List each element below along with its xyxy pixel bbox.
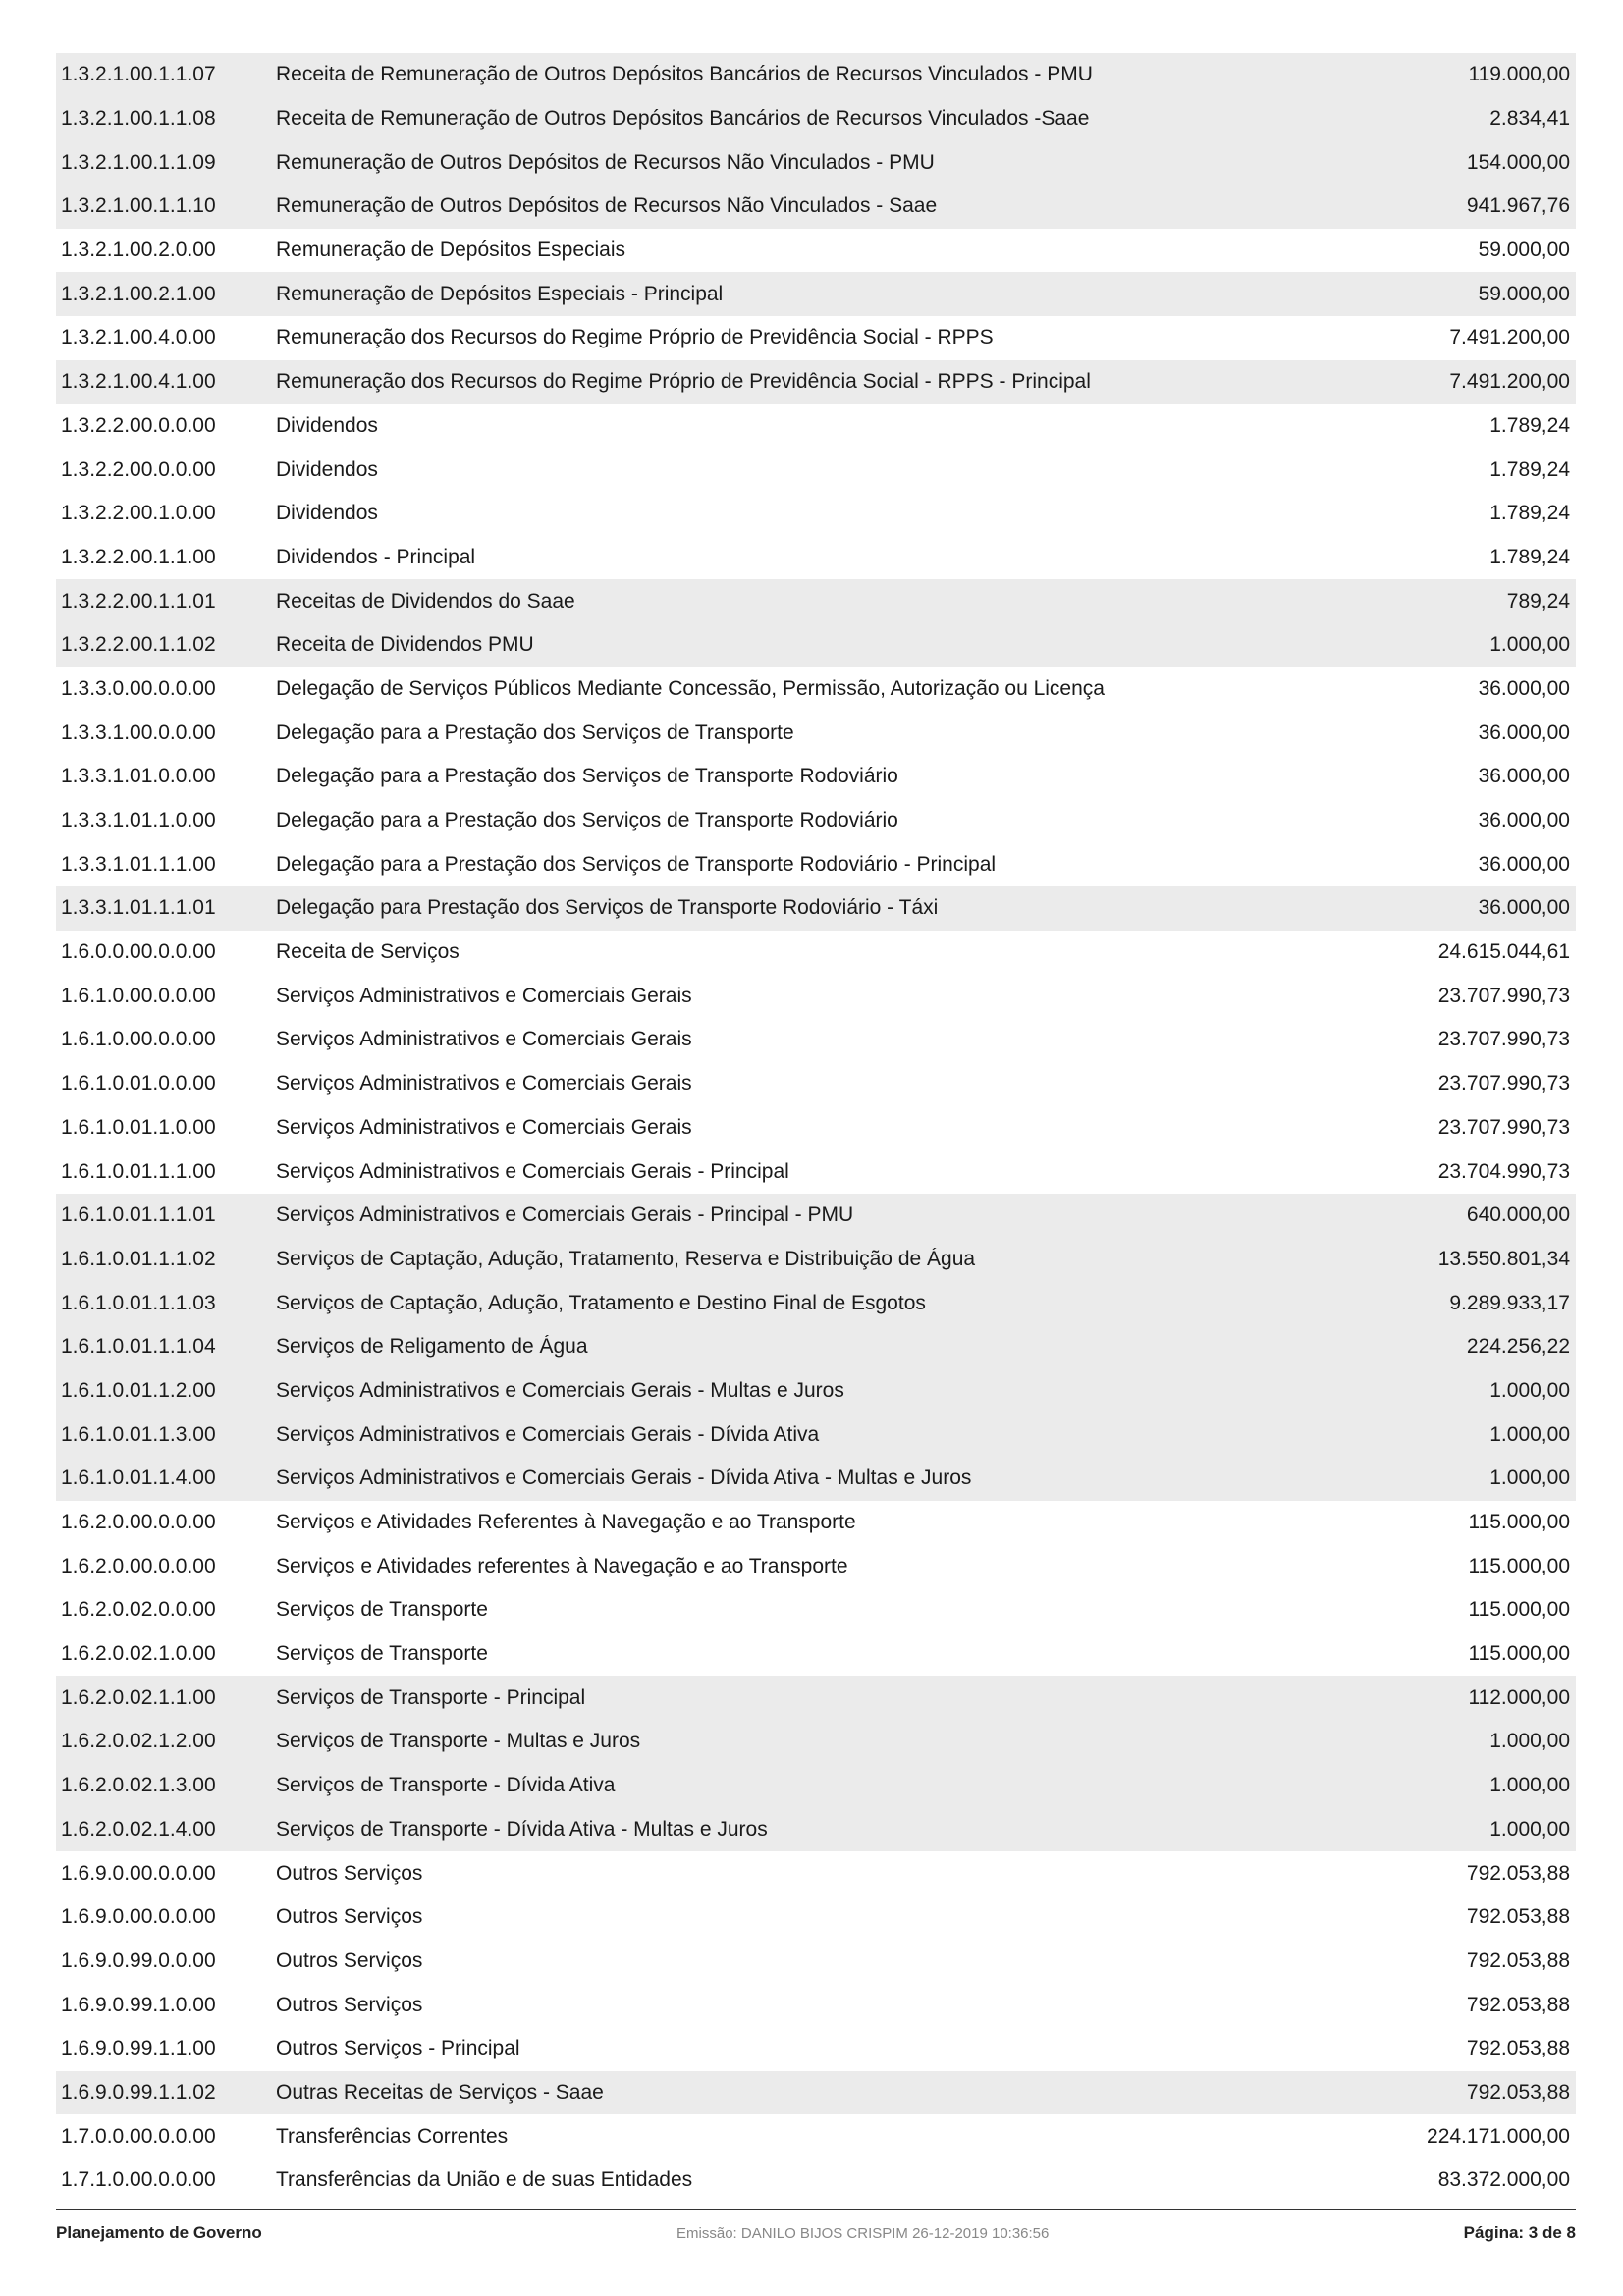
table-row <box>56 2114 1576 2159</box>
table-row <box>56 1940 1576 1984</box>
account-description: Delegação para a Prestação dos Serviços de Transporte Rodoviário - Principal <box>276 852 997 876</box>
account-description: Remuneração dos Recursos do Regime Próprio de Previdência Social - RPPS - Principal <box>276 370 1091 394</box>
account-code: 1.6.2.0.02.1.2.00 <box>61 1730 216 1753</box>
account-value: 1.000,00 <box>1489 1730 1570 1753</box>
account-value: 224.171.000,00 <box>1427 2124 1570 2148</box>
account-description: Serviços Administrativos e Comerciais Gerais - Principal - PMU <box>276 1203 854 1227</box>
account-description: Outros Serviços <box>276 1949 423 1972</box>
account-description: Receita de Dividendos PMU <box>276 633 534 657</box>
table-row <box>56 1238 1576 1282</box>
account-description: Dividendos <box>276 457 378 481</box>
account-description: Remuneração dos Recursos do Regime Próprio de Previdência Social - RPPS <box>276 326 994 349</box>
account-value: 36.000,00 <box>1478 809 1570 832</box>
table-row <box>56 1369 1576 1414</box>
account-description: Delegação para a Prestação dos Serviços de Transporte Rodoviário <box>276 765 898 788</box>
table-row <box>56 1764 1576 1808</box>
account-value: 36.000,00 <box>1478 676 1570 700</box>
account-value: 23.707.990,73 <box>1437 1028 1570 1051</box>
table-row <box>56 140 1576 185</box>
table-row <box>56 185 1576 229</box>
account-code: 1.6.9.0.99.0.0.00 <box>61 1949 216 1972</box>
account-description: Serviços e Atividades referentes à Navegação e ao Transporte <box>276 1554 848 1577</box>
account-value: 36.000,00 <box>1478 852 1570 876</box>
table-row <box>56 1632 1576 1677</box>
table-row <box>56 1149 1576 1194</box>
account-code: 1.6.1.0.01.1.1.01 <box>61 1203 216 1227</box>
account-code: 1.3.2.1.00.1.1.07 <box>61 63 216 86</box>
table-row <box>56 2071 1576 2115</box>
table-row <box>56 1194 1576 1238</box>
account-value: 1.000,00 <box>1489 1774 1570 1797</box>
account-value: 59.000,00 <box>1478 282 1570 305</box>
table-row <box>56 492 1576 536</box>
account-code: 1.6.9.0.99.1.1.00 <box>61 2037 216 2060</box>
account-value: 115.000,00 <box>1468 1554 1570 1577</box>
account-code: 1.7.1.0.00.0.0.00 <box>61 2168 216 2192</box>
account-code: 1.6.1.0.01.0.0.00 <box>61 1072 216 1095</box>
account-code: 1.3.2.2.00.0.0.00 <box>61 413 216 437</box>
account-description: Serviços e Atividades Referentes à Navegação e ao Transporte <box>276 1511 856 1534</box>
account-value: 1.789,24 <box>1489 457 1570 481</box>
account-description: Serviços de Transporte - Principal <box>276 1685 586 1709</box>
account-value: 1.000,00 <box>1489 1422 1570 1446</box>
account-code: 1.3.3.0.00.0.0.00 <box>61 676 216 700</box>
account-value: 23.707.990,73 <box>1437 984 1570 1007</box>
account-code: 1.6.2.0.02.1.3.00 <box>61 1774 216 1797</box>
table-row <box>56 842 1576 886</box>
account-value: 1.789,24 <box>1489 502 1570 525</box>
table-row <box>56 1720 1576 1764</box>
account-value: 1.789,24 <box>1489 545 1570 568</box>
table-row <box>56 1808 1576 1852</box>
table-row <box>56 1062 1576 1106</box>
account-description: Remuneração de Outros Depósitos de Recursos Não Vinculados - PMU <box>276 150 935 174</box>
table-row <box>56 755 1576 799</box>
account-description: Outros Serviços - Principal <box>276 2037 520 2060</box>
account-value: 1.000,00 <box>1489 1378 1570 1402</box>
account-description: Serviços Administrativos e Comerciais Gerais - Dívida Ativa - Multas e Juros <box>276 1467 972 1490</box>
account-value: 941.967,76 <box>1466 194 1570 218</box>
account-value: 792.053,88 <box>1466 2037 1570 2060</box>
account-code: 1.6.1.0.00.0.0.00 <box>61 1028 216 1051</box>
account-description: Receita de Remuneração de Outros Depósitos Bancários de Recursos Vinculados - PMU <box>276 63 1093 86</box>
account-code: 1.6.1.0.01.1.1.00 <box>61 1159 216 1183</box>
account-value: 2.834,41 <box>1489 107 1570 131</box>
account-value: 9.289.933,17 <box>1449 1291 1570 1314</box>
account-value: 1.000,00 <box>1489 1817 1570 1841</box>
account-description: Serviços de Transporte - Dívida Ativa <box>276 1774 616 1797</box>
account-value: 59.000,00 <box>1478 239 1570 262</box>
account-code: 1.6.1.0.01.1.1.03 <box>61 1291 216 1314</box>
table-row <box>56 2159 1576 2203</box>
account-code: 1.3.3.1.01.0.0.00 <box>61 765 216 788</box>
footer-emission: Emissão: DANILO BIJOS CRISPIM 26-12-2019 10:36:56 <box>676 2224 1050 2242</box>
account-value: 13.550.801,34 <box>1437 1247 1570 1270</box>
account-value: 7.491.200,00 <box>1449 326 1570 349</box>
account-value: 1.000,00 <box>1489 1467 1570 1490</box>
table-row <box>56 1457 1576 1501</box>
account-description: Outros Serviços <box>276 1993 423 2016</box>
account-code: 1.6.0.0.00.0.0.00 <box>61 940 216 964</box>
account-value: 115.000,00 <box>1468 1642 1570 1666</box>
account-value: 36.000,00 <box>1478 721 1570 744</box>
table-row <box>56 2027 1576 2071</box>
account-code: 1.3.2.1.00.4.1.00 <box>61 370 216 394</box>
account-value: 36.000,00 <box>1478 896 1570 920</box>
table-row <box>56 1896 1576 1940</box>
account-code: 1.6.1.0.01.1.2.00 <box>61 1378 216 1402</box>
table-row <box>56 229 1576 273</box>
table-row <box>56 1325 1576 1369</box>
table-row <box>56 711 1576 755</box>
account-value: 23.707.990,73 <box>1437 1072 1570 1095</box>
account-description: Serviços Administrativos e Comerciais Gerais - Multas e Juros <box>276 1378 844 1402</box>
account-description: Serviços de Religamento de Água <box>276 1335 588 1359</box>
account-value: 24.615.044,61 <box>1437 940 1570 964</box>
account-value: 640.000,00 <box>1466 1203 1570 1227</box>
account-description: Remuneração de Outros Depósitos de Recursos Não Vinculados - Saae <box>276 194 938 218</box>
account-value: 789,24 <box>1506 589 1570 613</box>
account-code: 1.3.2.2.00.1.0.00 <box>61 502 216 525</box>
account-code: 1.3.2.2.00.1.1.00 <box>61 545 216 568</box>
account-value: 112.000,00 <box>1468 1685 1570 1709</box>
account-code: 1.6.2.0.02.1.0.00 <box>61 1642 216 1666</box>
account-description: Serviços de Transporte <box>276 1598 488 1622</box>
account-description: Serviços Administrativos e Comerciais Gerais - Dívida Ativa <box>276 1422 820 1446</box>
account-code: 1.6.9.0.00.0.0.00 <box>61 1905 216 1929</box>
account-value: 792.053,88 <box>1466 1861 1570 1885</box>
account-description: Remuneração de Depósitos Especiais - Principal <box>276 282 724 305</box>
account-value: 1.000,00 <box>1489 633 1570 657</box>
account-code: 1.6.2.0.00.0.0.00 <box>61 1554 216 1577</box>
account-code: 1.3.3.1.01.1.1.01 <box>61 896 216 920</box>
account-code: 1.3.2.2.00.1.1.01 <box>61 589 216 613</box>
account-description: Delegação de Serviços Públicos Mediante Concessão, Permissão, Autorização ou Licença <box>276 676 1105 700</box>
table-row <box>56 536 1576 580</box>
table-row <box>56 272 1576 316</box>
account-description: Receita de Serviços <box>276 940 460 964</box>
account-code: 1.3.2.1.00.1.1.10 <box>61 194 216 218</box>
account-description: Outras Receitas de Serviços - Saae <box>276 2080 604 2104</box>
account-code: 1.6.1.0.01.1.3.00 <box>61 1422 216 1446</box>
account-code: 1.6.9.0.99.1.0.00 <box>61 1993 216 2016</box>
footer-page-number: Página: 3 de 8 <box>1463 2223 1576 2242</box>
account-value: 792.053,88 <box>1466 1905 1570 1929</box>
account-description: Serviços Administrativos e Comerciais Gerais <box>276 1028 692 1051</box>
account-code: 1.3.2.2.00.1.1.02 <box>61 633 216 657</box>
table-row <box>56 1501 1576 1545</box>
account-code: 1.6.1.0.01.1.0.00 <box>61 1115 216 1139</box>
table-row <box>56 579 1576 623</box>
account-description: Transferências da União e de suas Entidades <box>276 2168 693 2192</box>
table-row <box>56 404 1576 449</box>
account-code: 1.6.1.0.01.1.1.02 <box>61 1247 216 1270</box>
account-code: 1.6.2.0.02.0.0.00 <box>61 1598 216 1622</box>
account-value: 224.256,22 <box>1466 1335 1570 1359</box>
table-row <box>56 799 1576 843</box>
table-row <box>56 448 1576 492</box>
account-code: 1.6.9.0.99.1.1.02 <box>61 2080 216 2104</box>
account-description: Dividendos - Principal <box>276 545 476 568</box>
account-value: 7.491.200,00 <box>1449 370 1570 394</box>
account-description: Outros Serviços <box>276 1861 423 1885</box>
account-code: 1.3.2.1.00.2.0.00 <box>61 239 216 262</box>
account-value: 792.053,88 <box>1466 1993 1570 2016</box>
table-row <box>56 974 1576 1018</box>
account-code: 1.6.9.0.00.0.0.00 <box>61 1861 216 1885</box>
table-row <box>56 1588 1576 1632</box>
account-description: Serviços de Transporte <box>276 1642 488 1666</box>
table-row <box>56 360 1576 404</box>
account-code: 1.3.3.1.01.1.1.00 <box>61 852 216 876</box>
account-code: 1.6.2.0.02.1.1.00 <box>61 1685 216 1709</box>
account-code: 1.6.2.0.00.0.0.00 <box>61 1511 216 1534</box>
account-description: Transferências Correntes <box>276 2124 509 2148</box>
account-code: 1.7.0.0.00.0.0.00 <box>61 2124 216 2148</box>
account-value: 23.704.990,73 <box>1437 1159 1570 1183</box>
account-value: 154.000,00 <box>1466 150 1570 174</box>
account-description: Delegação para a Prestação dos Serviços de Transporte <box>276 721 794 744</box>
account-code: 1.6.1.0.00.0.0.00 <box>61 984 216 1007</box>
account-value: 23.707.990,73 <box>1437 1115 1570 1139</box>
account-code: 1.3.2.1.00.4.0.00 <box>61 326 216 349</box>
account-value: 115.000,00 <box>1468 1511 1570 1534</box>
account-code: 1.3.3.1.01.1.0.00 <box>61 809 216 832</box>
account-value: 792.053,88 <box>1466 1949 1570 1972</box>
table-row <box>56 1983 1576 2027</box>
account-value: 83.372.000,00 <box>1437 2168 1570 2192</box>
account-code: 1.3.2.1.00.1.1.08 <box>61 107 216 131</box>
account-code: 1.3.3.1.00.0.0.00 <box>61 721 216 744</box>
account-description: Receita de Remuneração de Outros Depósitos Bancários de Recursos Vinculados -Saae <box>276 107 1090 131</box>
account-description: Serviços de Captação, Adução, Tratamento, Reserva e Distribuição de Água <box>276 1247 976 1270</box>
account-code: 1.3.2.1.00.1.1.09 <box>61 150 216 174</box>
account-description: Delegação para Prestação dos Serviços de Transporte Rodoviário - Táxi <box>276 896 939 920</box>
account-code: 1.3.2.2.00.0.0.00 <box>61 457 216 481</box>
footer-department: Planejamento de Governo <box>56 2223 262 2242</box>
account-value: 792.053,88 <box>1466 2080 1570 2104</box>
account-description: Serviços de Transporte - Multas e Juros <box>276 1730 641 1753</box>
account-value: 119.000,00 <box>1468 63 1570 86</box>
account-code: 1.6.2.0.02.1.4.00 <box>61 1817 216 1841</box>
account-description: Serviços Administrativos e Comerciais Gerais <box>276 1072 692 1095</box>
account-description: Dividendos <box>276 413 378 437</box>
table-row <box>56 623 1576 667</box>
account-description: Serviços de Captação, Adução, Tratamento e Destino Final de Esgotos <box>276 1291 926 1314</box>
account-code: 1.3.2.1.00.2.1.00 <box>61 282 216 305</box>
table-row <box>56 1676 1576 1720</box>
table-row <box>56 1851 1576 1896</box>
account-code: 1.6.1.0.01.1.4.00 <box>61 1467 216 1490</box>
account-description: Receitas de Dividendos do Saae <box>276 589 575 613</box>
account-description: Serviços de Transporte - Dívida Ativa - Multas e Juros <box>276 1817 768 1841</box>
account-description: Dividendos <box>276 502 378 525</box>
account-description: Outros Serviços <box>276 1905 423 1929</box>
table-row <box>56 931 1576 975</box>
table-row <box>56 886 1576 931</box>
account-description: Remuneração de Depósitos Especiais <box>276 239 626 262</box>
table-row <box>56 1018 1576 1062</box>
account-value: 115.000,00 <box>1468 1598 1570 1622</box>
account-description: Serviços Administrativos e Comerciais Gerais <box>276 1115 692 1139</box>
account-description: Serviços Administrativos e Comerciais Gerais - Principal <box>276 1159 789 1183</box>
table-row <box>56 1281 1576 1325</box>
account-description: Delegação para a Prestação dos Serviços de Transporte Rodoviário <box>276 809 898 832</box>
account-code: 1.6.1.0.01.1.1.04 <box>61 1335 216 1359</box>
account-value: 36.000,00 <box>1478 765 1570 788</box>
revenue-table <box>56 53 1576 2203</box>
account-value: 1.789,24 <box>1489 413 1570 437</box>
table-row <box>56 53 1576 97</box>
page-footer <box>56 2209 1576 2243</box>
table-row <box>56 97 1576 141</box>
account-description: Serviços Administrativos e Comerciais Gerais <box>276 984 692 1007</box>
table-row <box>56 1413 1576 1457</box>
table-row <box>56 1544 1576 1588</box>
table-row <box>56 1106 1576 1150</box>
table-row <box>56 667 1576 712</box>
table-row <box>56 316 1576 360</box>
